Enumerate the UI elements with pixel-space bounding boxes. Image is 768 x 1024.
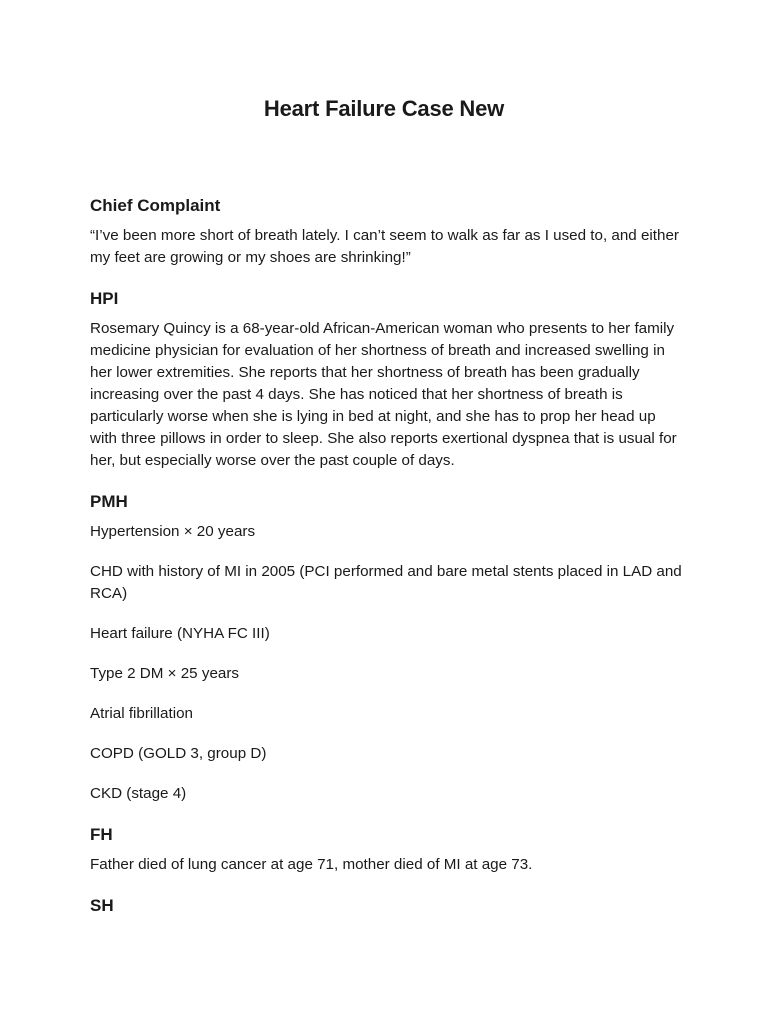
pmh-item: Heart failure (NYHA FC III) (90, 625, 270, 642)
pmh-item: CHD with history of MI in 2005 (PCI performed and bare metal stents placed in LAD and RCA) (90, 563, 682, 602)
document-body (90, 193, 682, 919)
fh-text: Father died of lung cancer at age 71, mother died of MI at age 73. (90, 856, 533, 873)
pmh-item: Hypertension × 20 years (90, 523, 256, 540)
hpi-heading: HPI (90, 289, 119, 308)
hpi-section (90, 286, 682, 472)
pmh-item: COPD (GOLD 3, group D) (90, 745, 267, 762)
chief-complaint-text: “I’ve been more short of breath lately. I can’t seem to walk as far as I used to, and either my feet are growing or my shoes are shrinking!” (90, 227, 679, 266)
fh-section (90, 822, 682, 876)
sh-section (90, 893, 682, 919)
pmh-item: Type 2 DM × 25 years (90, 665, 239, 682)
sh-heading: SH (90, 896, 114, 915)
document-title: Heart Failure Case New (263, 96, 505, 121)
pmh-heading: PMH (90, 492, 128, 511)
fh-heading: FH (90, 825, 113, 844)
pmh-section (90, 489, 682, 805)
pmh-item: CKD (stage 4) (90, 785, 187, 802)
pmh-item: Atrial fibrillation (90, 705, 193, 722)
chief-complaint-section (90, 193, 682, 269)
pmh-list (90, 521, 682, 805)
hpi-text: Rosemary Quincy is a 68-year-old African-American woman who presents to her family medicine physician for evaluation of her shortness of breath and increased swelling in her lower extremities. She reports that her shortness of breath has been gradually increasing over the past 4 days. She has noticed that her shortness of breath is particularly worse when she is lying in bed at night, and she has to prop her head up with three pillows in order to sleep. She also reports exertional dyspnea that is usual for her, but especially worse over the past couple of days. (90, 320, 677, 469)
chief-complaint-heading: Chief Complaint (90, 196, 221, 215)
